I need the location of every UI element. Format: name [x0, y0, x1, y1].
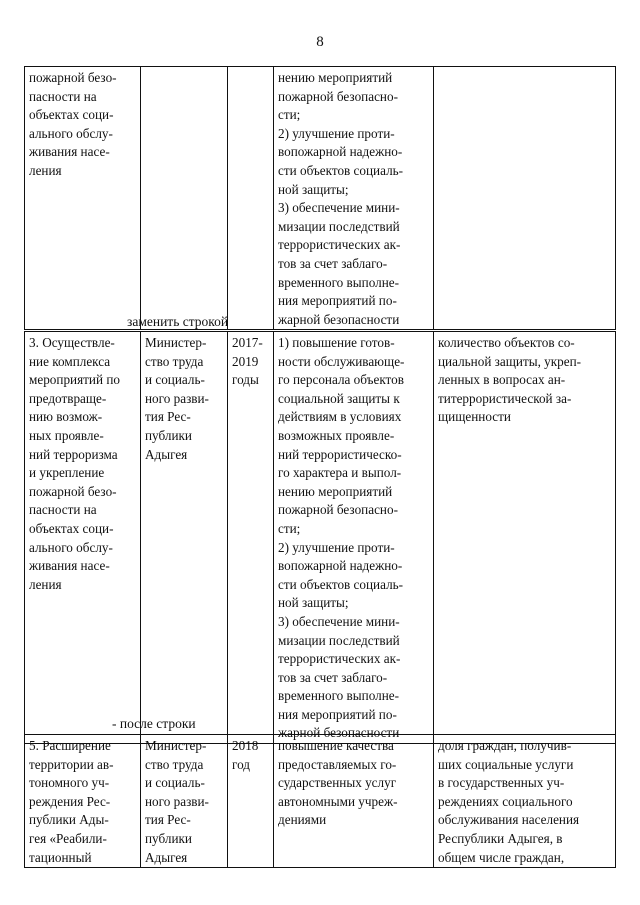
cell-activity: пожарной безо- пасности на объектах соци- ального обслу- живания насе- ления [25, 67, 141, 330]
table-row [25, 67, 616, 330]
replace-instruction: заменить строкой [127, 314, 229, 329]
cell-indicator: количество объектов со- циальной защиты, укреп- ленных в вопросах ан- титеррористической за- щищенности [434, 332, 616, 744]
after-row-instruction: - после строки [112, 716, 196, 731]
cell-indicator: доля граждан, получив- ших социальные услуги в государственных уч- реждениях социального обслуживания населения Республики Адыгея, в общем числе граждан, [434, 735, 616, 868]
cell-period: 2018 год [228, 735, 274, 868]
cell-activity: 3. Осуществле- ние комплекса мероприятий по предотвраще- нию возмож- ных проявле- ний терроризма и укрепление пожарной безо- пасности на объектах соци- ального обслу- живания насе- ления [25, 332, 141, 744]
cell-activity: 5. Расширение территории ав- тономного уч- реждения Рес- публики Ады- гея «Реабили- тационный [25, 735, 141, 868]
cell-executor [141, 67, 228, 330]
continued-table-fragment [24, 66, 616, 330]
cell-expected-results: повышение качества предоставляемых го- сударственных услуг автономными учреж- дениями [274, 735, 434, 868]
cell-period [228, 67, 274, 330]
table-row [25, 735, 616, 868]
replacement-table [24, 331, 616, 744]
cell-period: 2017- 2019 годы [228, 332, 274, 744]
cell-executor: Министер- ство труда и социаль- ного разви- тия Рес- публики Адыгея [141, 332, 228, 744]
cell-expected-results: нению мероприятий пожарной безопасно- сти; 2) улучшение проти- вопожарной надежно- сти объектов социаль- ной защиты; 3) обеспечение мини- мизации последствий террористических ак- тов за счет заблаго- временного выполне- ния мероприятий по- жарной безопасности [274, 67, 434, 330]
cell-indicator [434, 67, 616, 330]
new-row-table [24, 734, 616, 868]
cell-expected-results: 1) повышение готов- ности обслуживающе- го персонала объектов социальной защиты к действиям в условиях возможных проявле- ний террористическо- го характера и выпол- нению мероприятий пожарной безопасно- сти; 2) улучшение проти- вопожарной надежно- сти объектов социаль- ной защиты; 3) обеспечение мини- мизации последствий террористических ак- тов за счет заблаго- временного выполне- ния мероприятий по- жарной безопасности [274, 332, 434, 744]
page-number: 8 [316, 34, 324, 50]
cell-executor: Министер- ство труда и социаль- ного разви- тия Рес- публики Адыгея [141, 735, 228, 868]
table-row [25, 332, 616, 744]
